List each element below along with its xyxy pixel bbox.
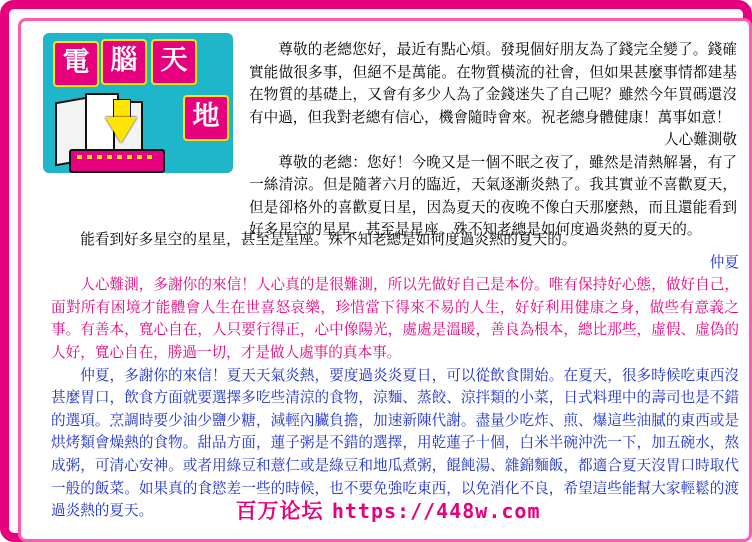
books-illustration — [51, 89, 171, 167]
letter-1-signature: 人心難測敬 — [664, 131, 737, 148]
article-wide-column — [51, 229, 739, 523]
letter-2-continued: 能看到好多星空的星星，甚至是星座。殊不知老總是如何度過炎熱的夏天的。 — [80, 231, 577, 248]
logo-char-3: 天 — [151, 39, 197, 85]
letter-1-body: 尊敬的老總您好，最近有點心煩。發現個好朋友為了錢完全變了。錢確實能做很多事，但絕不是萬能。在物質橫流的社會，但如果甚麼事情都建基在物質的基礎上，又會有多少人為了金錢迷失了自己呢？雖然今年買碼還沒有中過，但我對老總有信心，機會隨時會來。祝老總身體健康！萬事如意！ — [249, 41, 737, 126]
logo-char-1: 電 — [53, 41, 99, 87]
footer-site-name: 百万论坛 — [235, 499, 324, 523]
reply-1: 人心難測，多謝你的來信！人心真的是很難測，所以先做好自己是本份。唯有保持好心態，做好自己，面對所有困境才能體會人生在世喜怒哀樂，珍惜當下得來不易的人生，好好利用健康之身，做些有意義之事。有善本，寬心自在，人只要行得正，心中像陽光，處處是溫暖，善良為根本，總比那些，虛假、虛偽的人好，寬心自在，勝過一切，才是做人處事的真本事。 — [51, 276, 739, 361]
arrow-down-icon — [105, 117, 137, 143]
reply-2: 仲夏，多謝你的來信！夏天天氣炎熱，要度過炎炎夏日，可以從飲食開始。在夏天，很多時候吃東西沒甚麼胃口，飲食方面就要選擇多吃些清涼的食物，涼麵、蒸餃、涼拌類的小菜，日式料理中的壽司也是不錯的選項。烹調時要少油少鹽少糖，減輕內臟負擔，加速新陳代謝。盡量少吃炸、煎、爆這些油膩的東西或是烘烤類會燥熱的食物。甜品方面，蓮子粥是不錯的選擇，用乾蓮子十個，白米半碗沖洗一下，加五碗水，熬成粥，可清心安神。或者用綠豆和薏仁或是綠豆和地瓜煮粥，餛飩湯、雜錦麵飯，都適合夏天沒胃口時取代一般的飯菜。如果真的食慾差一些的時候，也不要免強吃東西，以免消化不良，希望這些能幫大家輕鬆的渡過炎熱的夏天。 — [51, 366, 739, 520]
logo-char-4: 地 — [183, 95, 229, 141]
footer-watermark — [21, 495, 752, 525]
letter-2-body: 尊敬的老總：您好！今晚又是一個不眠之夜了，雖然是清熱解暑，有了一絲清涼。但是隨著六月的臨近，天氣逐漸炎熱了。我其實並不喜歡夏天，但是卻格外的喜歡夏日星，因為夏天的夜晚不像白天那麼熱，而且還能看到好多星空的星星，甚至是星座。殊不知老總是如何度過炎熱的夏天的。 — [249, 153, 737, 238]
inner-frame — [18, 18, 752, 542]
footer-url: https://448w.com — [331, 499, 541, 523]
logo — [43, 33, 233, 173]
article-top-column — [249, 39, 737, 242]
keyboard-icon — [69, 149, 165, 173]
letter-2-signature: 仲夏 — [709, 253, 739, 271]
logo-char-2: 腦 — [101, 39, 147, 85]
